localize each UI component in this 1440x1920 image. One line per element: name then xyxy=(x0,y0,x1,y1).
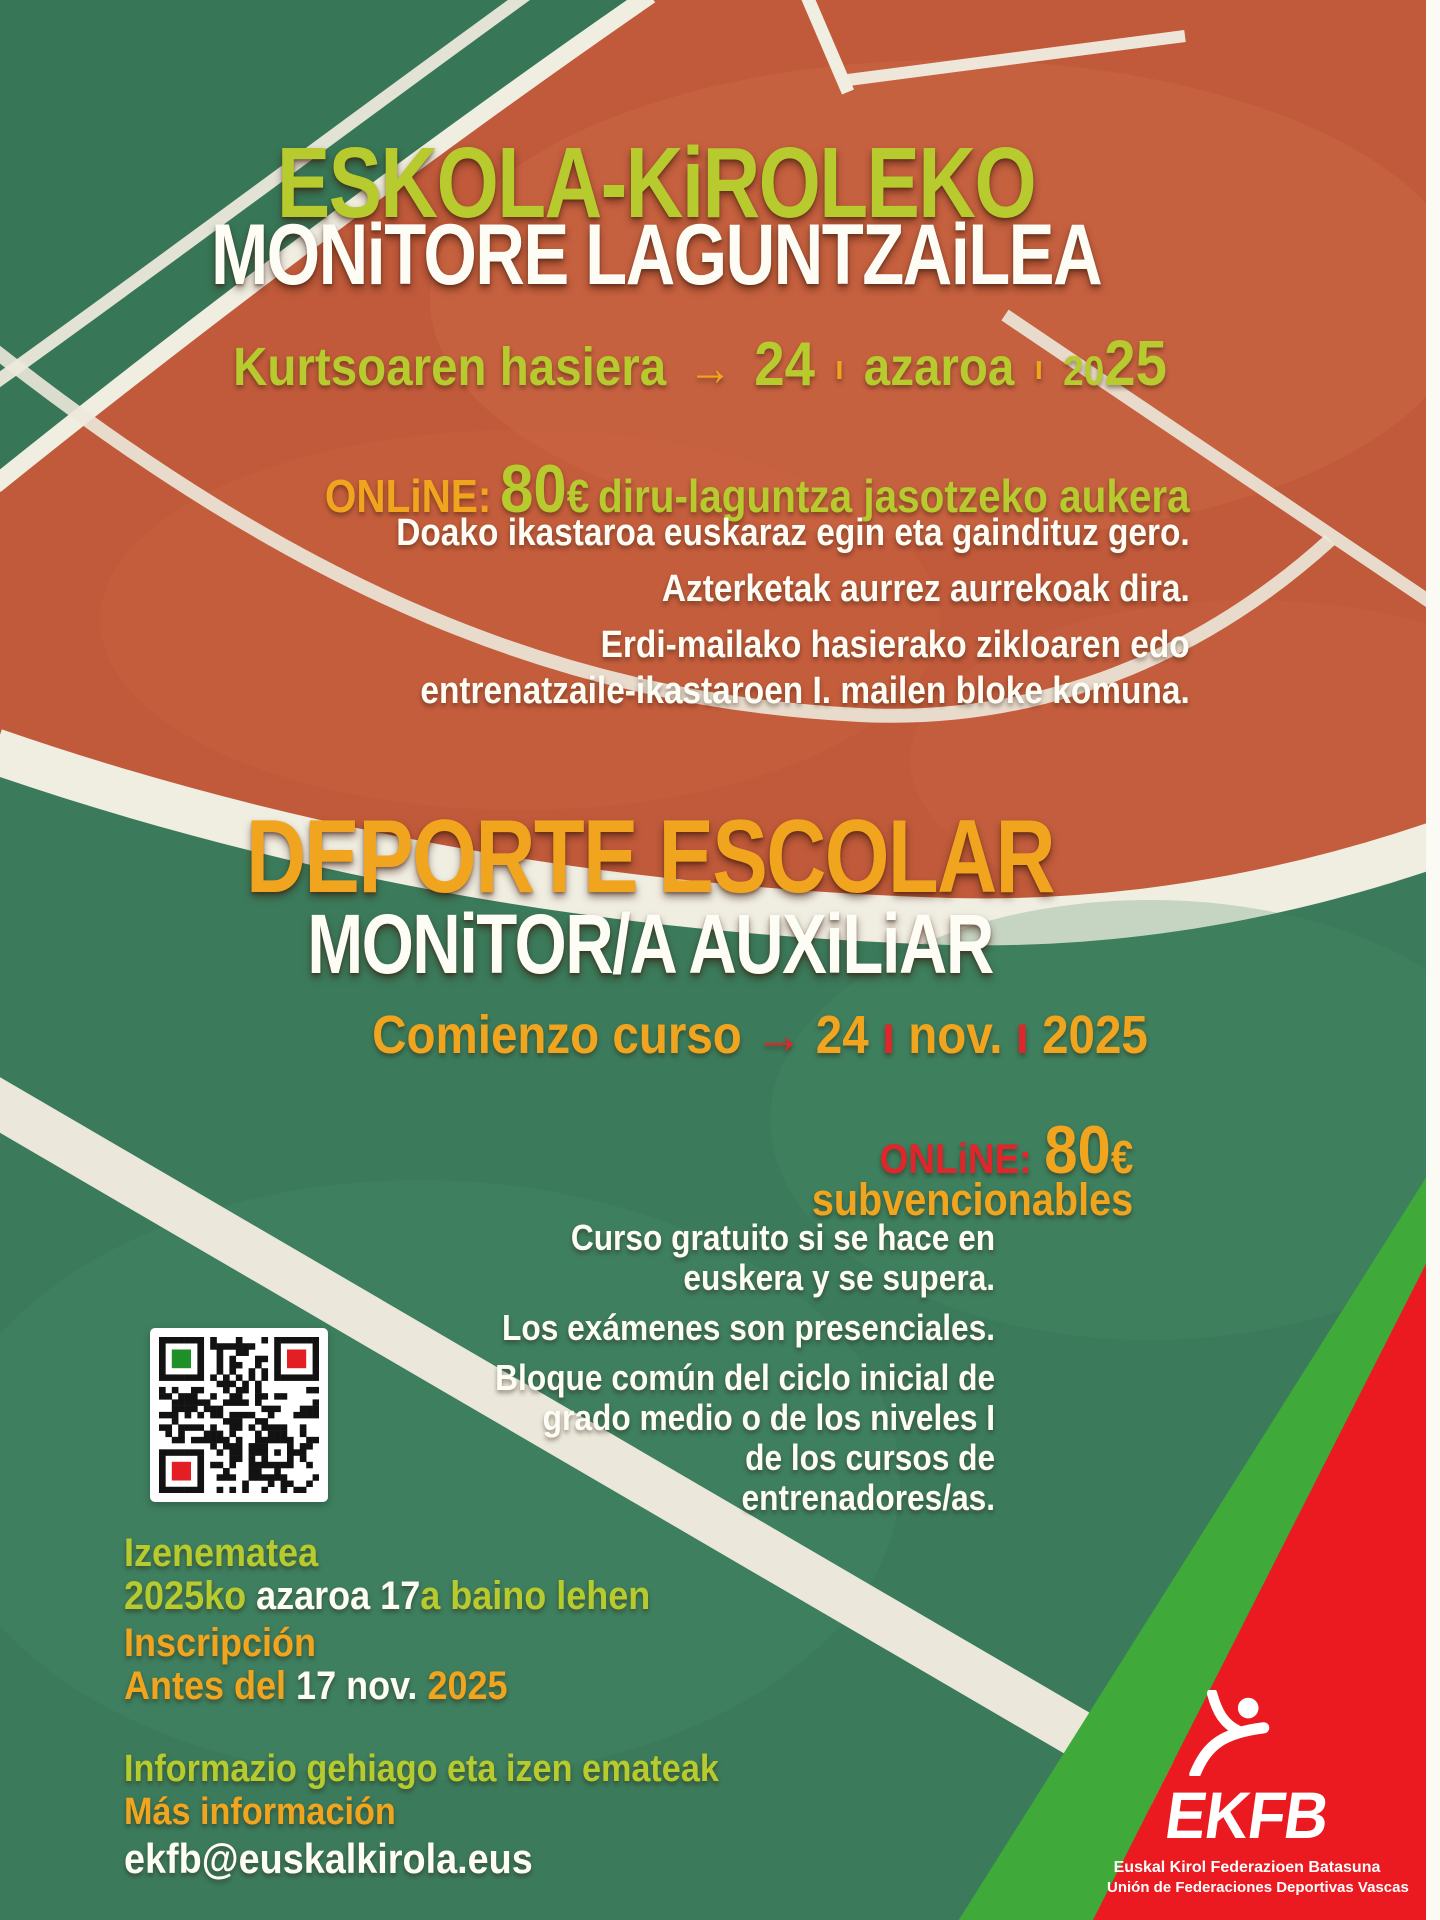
spanish-bullet-3-line2: grado medio o de los niveles I xyxy=(542,1397,995,1438)
basque-start-line xyxy=(84,326,1316,400)
registration-basque-year: 2025ko xyxy=(124,1574,247,1618)
spanish-start-year-small: 20 xyxy=(1042,1005,1095,1065)
registration-basque-title: Izenematea xyxy=(124,1531,319,1575)
ekfb-logo xyxy=(1107,1690,1409,1896)
qr-pattern xyxy=(159,1337,319,1493)
contact-line-basque: Informazio gehiago eta izen emateak xyxy=(124,1748,719,1790)
spanish-bullet-1-line1: Curso gratuito si se hace en xyxy=(570,1217,995,1258)
registration-basque xyxy=(124,1532,650,1618)
right-white-edge xyxy=(1426,0,1440,1920)
basque-start-day: 24 xyxy=(754,330,815,399)
spanish-online-label: ONLiNE: xyxy=(879,1135,1032,1182)
euro-sign: € xyxy=(1110,1131,1133,1183)
ekfb-acronym: EKFB xyxy=(1160,1778,1334,1852)
basque-bullet-2: Azterketak aurrez aurrekoak dira. xyxy=(662,568,1190,610)
ekfb-name-spanish: Unión de Federaciones Deportivas Vascas xyxy=(1107,1879,1409,1896)
euro-sign: € xyxy=(567,470,590,522)
spanish-start-month: nov. xyxy=(908,1005,1003,1065)
basque-online-label: ONLiNE: xyxy=(325,470,492,522)
basque-start-month: azaroa xyxy=(863,337,1015,397)
registration-spanish-title: Inscripción xyxy=(124,1621,317,1665)
basque-title-line1: ESKOLA-KiROLEKO xyxy=(276,127,1036,239)
spanish-online-subtext: subvencionables xyxy=(811,1174,1133,1225)
basque-bullet-1: Doako ikastaroa euskaraz egin eta gaindituz gero. xyxy=(396,512,1190,554)
registration-spanish-date: 17 nov. xyxy=(296,1664,418,1708)
spanish-start-year-large: 25 xyxy=(1094,1005,1148,1065)
basque-bullet-3-line1: Erdi-mailako hasierako zikloaren edo xyxy=(600,624,1190,666)
spanish-bullet-list xyxy=(495,1218,995,1518)
qr-code[interactable] xyxy=(150,1328,328,1502)
basque-bullet-list xyxy=(396,510,1190,714)
spanish-online-price: 80 xyxy=(1043,1112,1111,1188)
spanish-bullet-1-line2: euskera y se supera. xyxy=(683,1257,995,1298)
basque-separator: ı xyxy=(835,349,844,387)
spanish-arrow-icon: → xyxy=(755,1005,803,1065)
contact-line-spanish: Más información xyxy=(124,1791,396,1833)
basque-arrow-icon: → xyxy=(688,340,733,396)
basque-start-label: Kurtsoaren hasiera xyxy=(233,337,667,397)
registration-basque-date: azaroa 17 xyxy=(256,1574,421,1618)
basque-start-year-large: 25 xyxy=(1104,327,1167,399)
basque-separator: ı xyxy=(1034,349,1043,387)
spanish-separator: ı xyxy=(1015,1005,1029,1065)
spanish-title-line1: DEPORTE ESCOLAR xyxy=(245,799,1055,915)
spanish-start-day: 24 xyxy=(815,1005,869,1065)
ekfb-name-basque: Euskal Kirol Federazioen Batasuna xyxy=(1113,1859,1381,1876)
basque-online-text: diru-laguntza jasotzeko aukera xyxy=(598,470,1190,522)
spanish-separator: ı xyxy=(881,1005,896,1065)
basque-bullet-3-line2: entrenatzaile-ikastaroen I. mailen bloke komuna. xyxy=(420,670,1190,712)
athlete-figure-icon xyxy=(1091,1690,1371,1781)
registration-spanish xyxy=(124,1622,508,1708)
registration-spanish-lead: Antes del xyxy=(124,1664,287,1708)
contact-email[interactable]: ekfb@euskalkirola.eus xyxy=(124,1835,533,1882)
basque-title-line2: MONiTORE LAGUNTZAiLEA xyxy=(210,207,1102,303)
spanish-start-line xyxy=(162,1004,1359,1066)
registration-spanish-year: 2025 xyxy=(427,1664,508,1708)
basque-start-year-small: 20 xyxy=(1063,347,1105,394)
spanish-bullet-3-line4: entrenadores/as. xyxy=(741,1477,995,1518)
spanish-bullet-3-line3: de los cursos de xyxy=(744,1437,995,1478)
spanish-bullet-2: Los exámenes son presenciales. xyxy=(501,1307,995,1348)
basque-online-price: 80 xyxy=(500,451,568,527)
contact-block xyxy=(124,1750,719,1880)
spanish-start-label: Comienzo curso xyxy=(372,1005,742,1065)
spanish-title-line2: MONiTOR/A AUXiLiAR xyxy=(307,897,993,991)
spanish-bullet-3-line1: Bloque común del ciclo inicial de xyxy=(495,1357,995,1398)
registration-basque-tail: a baino lehen xyxy=(420,1574,651,1618)
